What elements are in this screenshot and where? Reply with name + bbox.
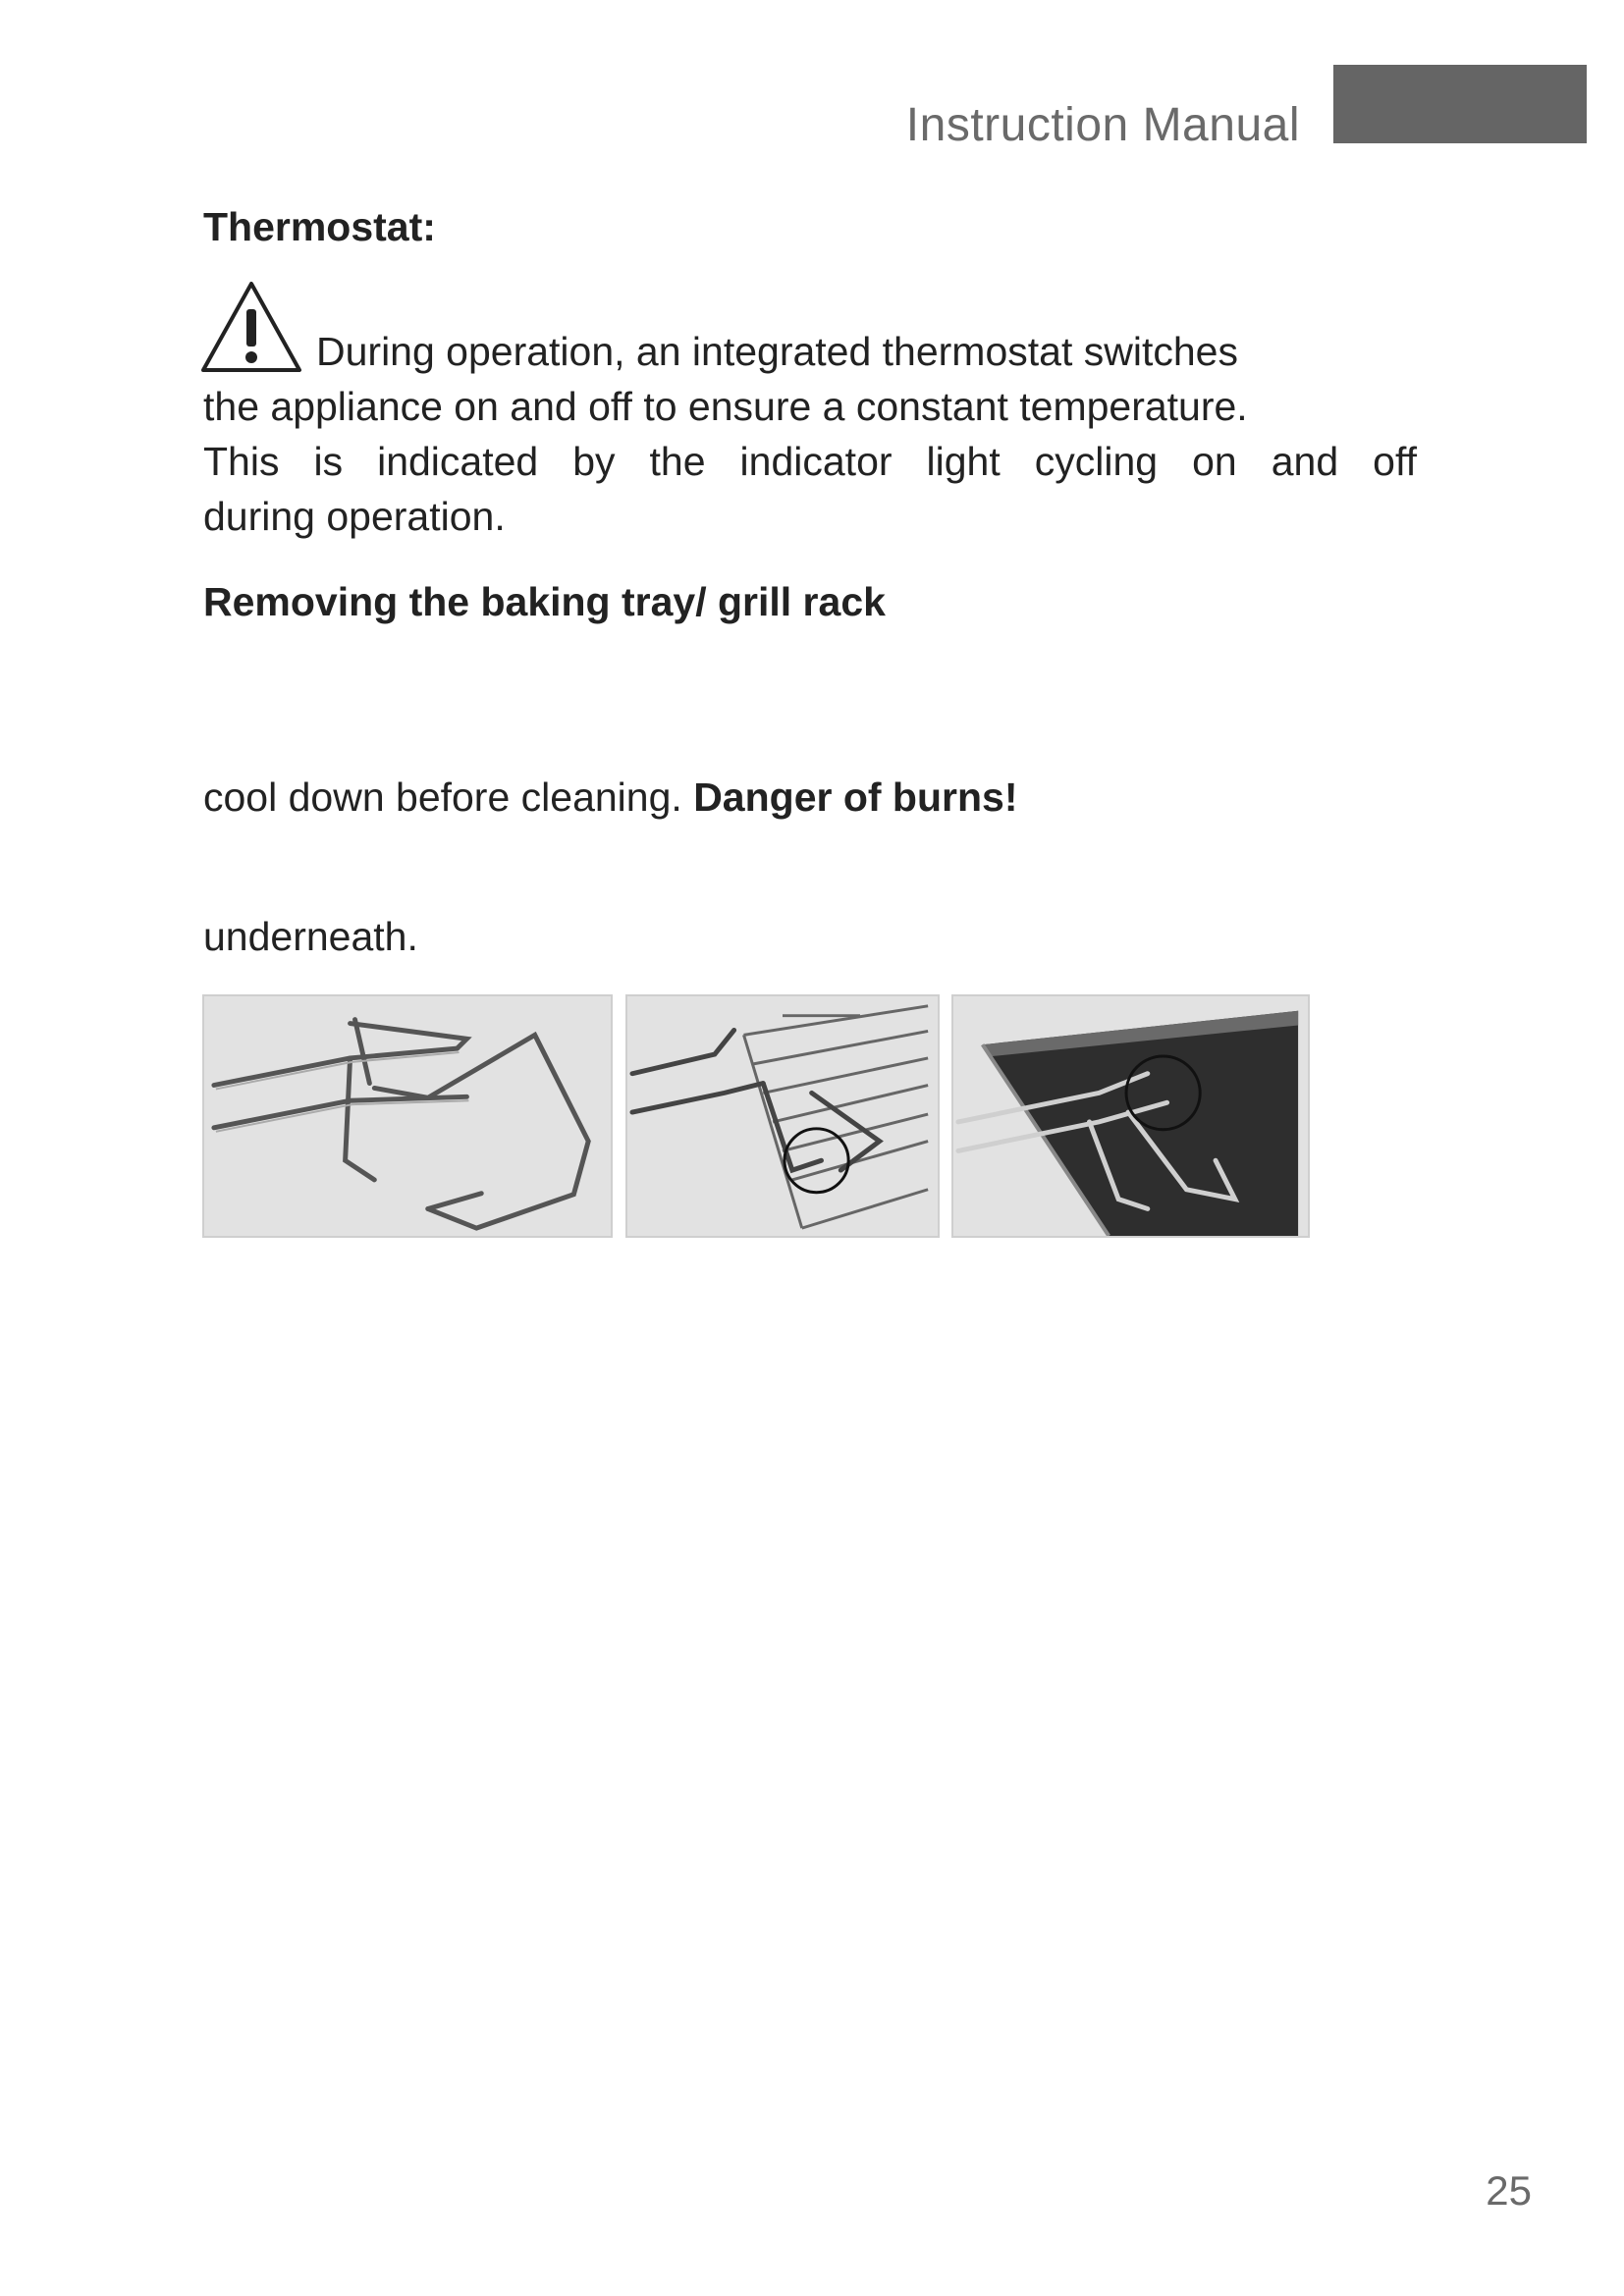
photo-rack-hooked bbox=[625, 994, 940, 1238]
header-title: Instruction Manual bbox=[905, 99, 1300, 151]
cool-down-sentence: cool down before cleaning. bbox=[203, 774, 682, 820]
photo-rack-handle bbox=[202, 994, 613, 1238]
header-block bbox=[1333, 65, 1587, 143]
thermostat-heading: Thermostat: bbox=[203, 204, 436, 249]
thermostat-line-4: during operation. bbox=[203, 494, 506, 539]
thermostat-line-1: During operation, an integrated thermostat switches bbox=[316, 329, 1238, 374]
danger-warning: Danger of burns! bbox=[693, 774, 1018, 820]
thermostat-line-2: the appliance on and off to ensure a constant temperature. bbox=[203, 384, 1248, 429]
warning-triangle-icon bbox=[199, 280, 303, 374]
page-number: 25 bbox=[1486, 2167, 1532, 2214]
underneath-text: underneath. bbox=[203, 914, 418, 959]
thermostat-line-3: This is indicated by the indicator light cycling on and off bbox=[203, 439, 1417, 484]
cool-down-text bbox=[203, 770, 1017, 825]
photo-tray-hooked bbox=[951, 994, 1310, 1238]
thermostat-paragraph bbox=[203, 379, 1417, 544]
removing-heading: Removing the baking tray/ grill rack bbox=[203, 579, 886, 624]
